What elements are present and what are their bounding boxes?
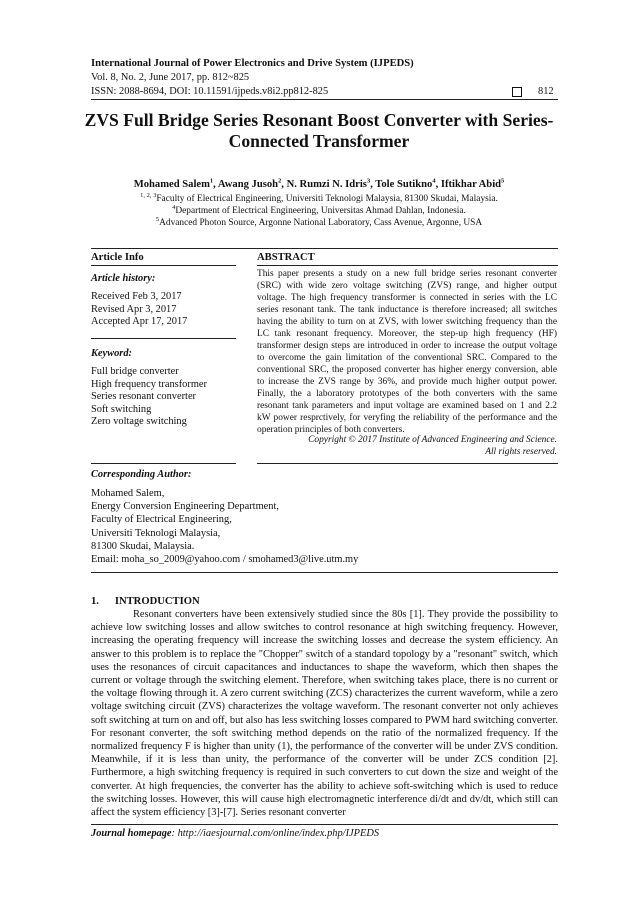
title-line-2: Connected Transformer xyxy=(228,131,410,151)
affiliation-1: $^{1, 2, 3}$Faculty of Electrical Engineering, Universiti Teknologi Malaysia, 81300 Skudai, Malaysia. xyxy=(140,191,498,204)
page-number-block xyxy=(512,86,554,97)
copyright-notice: Copyright © 2017 Institute of Advanced Engineering and Science. All rights reserved. xyxy=(308,435,557,457)
history-rule xyxy=(91,338,236,339)
keyword-item: Series resonant converter xyxy=(91,391,197,403)
history-received: Received Feb 3, 2017 xyxy=(91,291,182,302)
corr-address: 81300 Skudai, Malaysia. xyxy=(91,540,195,552)
corresponding-heading: Corresponding Author: xyxy=(91,469,192,480)
keyword-heading: Keyword: xyxy=(91,348,132,359)
abstract-heading: ABSTRACT xyxy=(257,252,315,263)
corr-name: Mohamed Salem, xyxy=(91,488,165,499)
keyword-item: Full bridge converter xyxy=(91,366,179,377)
history-accepted: Accepted Apr 17, 2017 xyxy=(91,316,188,328)
corresponding-details xyxy=(91,487,358,566)
info-top-rule xyxy=(91,248,558,249)
homepage-url[interactable]: : http://iaesjournal.com/online/index.php/IJPEDS xyxy=(171,828,380,839)
checkbox-square-icon xyxy=(512,87,522,97)
keyword-list xyxy=(91,366,207,429)
homepage-label: Journal homepage xyxy=(91,828,172,839)
author-2: Awang Jusoh$^2$, xyxy=(217,177,287,190)
info-bottom-right-rule xyxy=(257,463,558,464)
corr-bottom-rule xyxy=(91,572,558,573)
keyword-item: Zero voltage switching xyxy=(91,416,187,428)
introduction-text: Resonant converters have been extensively studied since the 80s [1]. They provide the possibility to achieve low switching losses and allow switches to control resonance at high switching frequency. However, increasing the operating frequency will increase the switching losses and decrease the system efficiency. An answer to this problem is to replace the "Chopper" switch of a standard topology by a "resonant" switch, which uses the resonances of circuit capacitances and inductances to shape the waveform, which then shapes the current or voltage through the switching element. Therefore, when switching takes place, there is no current or the voltage flowing through it. A zero current switching (ZCS) characterizes the current waveform, while a zero voltage switching circuit (ZVS) characterizes the voltage waveform. The resonant converter not only achieves soft switching at turn on and off, but also has less switching losses compared to PWM hard switching converter. For resonant converter, the soft switching method depends on the ratio of the normalized frequency. If the normalized frequency F is higher than unity (1), the performance of the converter will be under ZVS condition. Meanwhile, if it is less than unity, the performance of the converter will be under ZCS condition [2]. Furthermore, a high switching frequency is required in such converters to cut down the size and weight of the converter. At high frequencies, the converter has the ability to achieve soft-switching which is used to reduce the switching losses. However, this will cause high electromagnetic interference di/dt and dv/dt, which still can affect the system efficiency [3]-[7]. Series resonant converter xyxy=(91,609,558,819)
affiliation-2: $^4$Department of Electrical Engineering, Universitas Ahmad Dahlan, Indonesia. xyxy=(172,203,466,216)
corr-faculty: Faculty of Electrical Engineering, xyxy=(91,514,232,526)
abstract-text: This paper presents a study on a new full bridge series resonant converter (SRC) with wide zero voltage switching (ZVS) range, and higher output voltage. The high frequency transformer is connected in series with the LC series resonant tank. The tank inductance is therefore increased; all switches having the ability to turn on at ZVS, with lower switching frequency than the LC tank resonant frequency. Moreover, the step-up high frequency (HF) transformer design steps are introduced in order to increase the output voltage to overcome the gain limitation of the conventional SRC. Compared to the conventional SRC, the proposed converter has higher energy conversion, able to increase the ZVS range by 36%, and provide much higher output power. Finally, the a laboratory prototypes of the both converters with the same resonant tank parameters and input voltage are examined based on 1 and 2.2 kW power resprctively, for veryfing the reliability of the performance and the operation principles of both converters. xyxy=(257,269,557,435)
keyword-item: Soft switching xyxy=(91,403,152,415)
info-left-rule xyxy=(91,265,236,266)
journal-homepage xyxy=(91,828,379,839)
history-revised: Revised Apr 3, 2017 xyxy=(91,303,177,315)
affiliation-3: $^5$Advanced Photon Source, Argonne National Laboratory, Cass Avenue, Argonne, USA xyxy=(155,215,483,228)
author-4: Tole Sutikno$^4$, xyxy=(375,177,441,190)
paper-title xyxy=(60,110,578,152)
author-5: Iftikhar Abid$^5$ xyxy=(440,177,505,190)
corr-email: Email: moha_so_2009@yahoo.com / smohamed3@live.utm.my xyxy=(91,554,359,566)
introduction-heading: 1. INTRODUCTION xyxy=(91,596,200,607)
header-rule xyxy=(91,99,558,100)
journal-volume: Vol. 8, No. 2, June 2017, pp. 812~825 xyxy=(91,72,250,83)
corr-department: Energy Conversion Engineering Department, xyxy=(91,501,279,513)
author-list xyxy=(60,179,578,190)
article-history-list xyxy=(91,291,187,329)
author-1: Mohamed Salem$^1$, xyxy=(133,177,218,190)
footer-rule xyxy=(91,824,558,825)
journal-name: International Journal of Power Electronics and Drive System (IJPEDS) xyxy=(91,58,414,69)
article-history-heading: Article history: xyxy=(91,273,156,284)
article-info-heading: Article Info xyxy=(91,252,144,263)
page-number: 812 xyxy=(538,86,554,97)
info-bottom-left-rule xyxy=(91,463,236,464)
author-3: N. Rumzi N. Idris$^3$, xyxy=(286,177,376,190)
title-line-1: ZVS Full Bridge Series Resonant Boost Converter with Series- xyxy=(84,110,554,130)
keyword-item: High frequency transformer xyxy=(91,378,207,390)
journal-issn: ISSN: 2088-8694, DOI: 10.11591/ijpeds.v8i2.pp812-825 xyxy=(91,86,329,97)
corr-university: Universiti Teknologi Malaysia, xyxy=(91,527,221,539)
abstract-rule xyxy=(257,265,558,266)
